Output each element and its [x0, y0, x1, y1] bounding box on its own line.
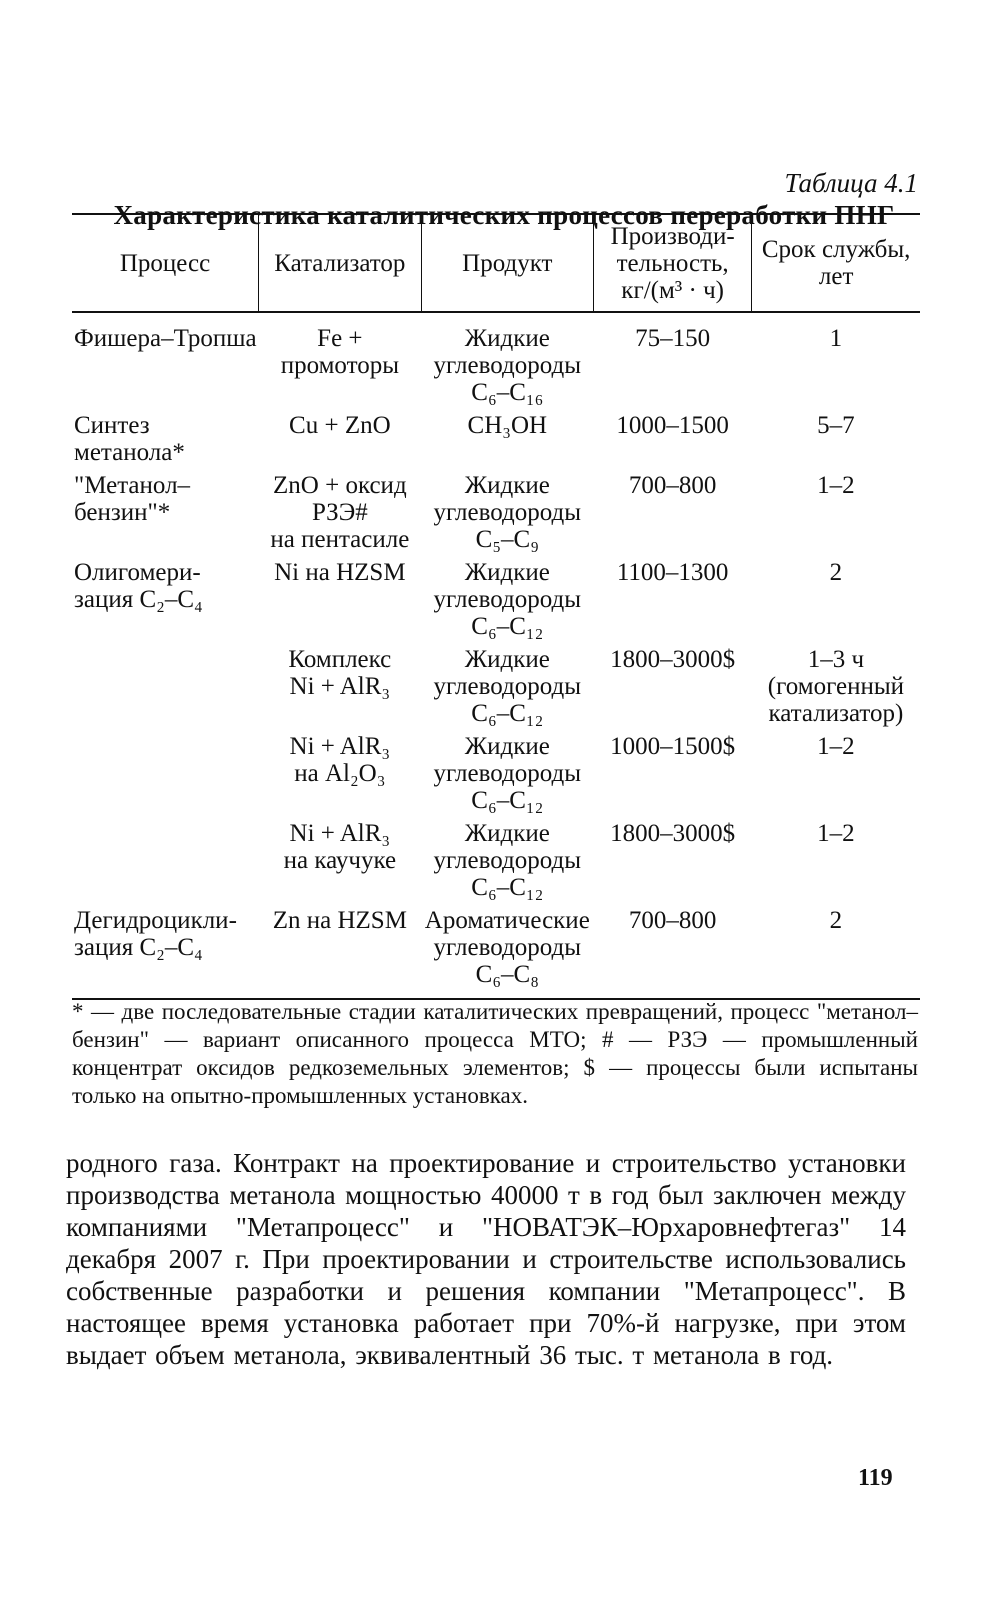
cell-process — [72, 559, 259, 646]
cell-line: 1–2 — [817, 733, 855, 760]
table-title: Характеристика каталитических процессов переработки ПНГ — [113, 200, 895, 230]
cell-line: метанола* — [74, 439, 185, 466]
cell-product — [421, 907, 593, 999]
cell-line: 1–3 ч — [807, 646, 865, 673]
cell-line: C₆–C₁₂ — [471, 787, 544, 814]
cell-catalyst — [259, 733, 421, 820]
cell-line: C₅–C₉ — [475, 526, 539, 553]
page-number: 119 — [858, 1465, 893, 1491]
cell-line: Ni на HZSM — [274, 559, 406, 586]
cell-catalyst — [259, 646, 421, 733]
cell-line: Ароматические — [424, 907, 590, 934]
cell-line: C₆–C₁₂ — [471, 613, 544, 640]
cell-line: Ni + AlR₃ — [289, 733, 391, 760]
cell-process — [72, 472, 259, 559]
header-line: Продукт — [462, 249, 553, 277]
cell-process — [72, 646, 259, 733]
cell-line: на Al₂O₃ — [294, 760, 386, 787]
cell-line: "Метанол– — [74, 472, 191, 499]
cell-line: углеводороды — [433, 934, 582, 961]
cell-product — [421, 312, 593, 412]
cell-line: Жидкие — [464, 733, 550, 760]
cell-line: зация C₂–C₄ — [74, 934, 203, 961]
cell-line: Олигомери- — [74, 559, 201, 586]
cell-productivity — [594, 472, 752, 559]
header-line: Процесс — [119, 249, 211, 277]
cell-line: бензин"* — [74, 499, 171, 526]
cell-line: C₆–C₁₆ — [471, 379, 544, 406]
cell-line: 700–800 — [628, 472, 717, 499]
cell-line: Fe + — [317, 325, 363, 352]
cell-line: 700–800 — [628, 907, 717, 934]
table-row — [72, 472, 920, 559]
header-process — [72, 214, 259, 312]
cell-line: 1 — [829, 325, 843, 352]
header-line: Катализатор — [274, 249, 406, 277]
cell-line: 1800–3000$ — [610, 820, 736, 847]
header-line: Срок службы, — [761, 236, 911, 263]
cell-product — [421, 412, 593, 472]
cell-line: промоторы — [280, 352, 399, 379]
table-row — [72, 312, 920, 412]
cell-product — [421, 733, 593, 820]
header-line: лет — [818, 263, 854, 290]
header-product — [421, 214, 593, 312]
table-row — [72, 559, 920, 646]
cell-line: Ni + AlR₃ — [289, 673, 391, 700]
cell-productivity — [594, 312, 752, 412]
cell-process — [72, 907, 259, 999]
cell-line: РЗЭ# — [311, 499, 368, 526]
cell-catalyst — [259, 559, 421, 646]
cell-line: Жидкие — [464, 646, 550, 673]
cell-line: 1100–1300 — [616, 559, 729, 586]
cell-service-life — [752, 646, 920, 733]
cell-line: углеводороды — [433, 499, 582, 526]
table-row — [72, 820, 920, 907]
cell-line: зация C₂–C₄ — [74, 586, 203, 613]
cell-line: Жидкие — [464, 559, 550, 586]
table-row — [72, 907, 920, 999]
cell-line: Комплекс — [288, 646, 392, 673]
cell-catalyst — [259, 412, 421, 472]
header-service-life — [752, 214, 920, 312]
cell-line: ZnO + оксид — [273, 472, 407, 499]
cell-service-life — [752, 412, 920, 472]
cell-line: углеводороды — [433, 760, 582, 787]
cell-catalyst — [259, 907, 421, 999]
cell-process — [72, 412, 259, 472]
cell-product — [421, 472, 593, 559]
cell-line: 1–2 — [817, 472, 855, 499]
cell-line: углеводороды — [433, 847, 582, 874]
cell-line: Жидкие — [464, 472, 550, 499]
cell-productivity — [594, 907, 752, 999]
header-catalyst — [259, 214, 421, 312]
cell-line: Ni + AlR₃ — [289, 820, 391, 847]
cell-line: 1000–1500 — [616, 412, 729, 439]
cell-line: 2 — [829, 559, 843, 586]
cell-line: 1800–3000$ — [610, 646, 736, 673]
cell-line: углеводороды — [433, 673, 582, 700]
cell-service-life — [752, 312, 920, 412]
cell-line: 2 — [829, 907, 843, 934]
cell-productivity — [594, 733, 752, 820]
cell-line: CH₃OH — [467, 412, 548, 439]
cell-line: Cu + ZnO — [289, 412, 391, 439]
cell-catalyst — [259, 472, 421, 559]
header-line: тельность, — [616, 249, 729, 277]
cell-line: углеводороды — [433, 586, 582, 613]
cell-line: 5–7 — [817, 412, 855, 439]
cell-service-life — [752, 472, 920, 559]
data-table — [72, 213, 920, 1000]
body-paragraph: родного газа. Контракт на проектирование и строительство установки производства метанола мощностью 40000 т в год был заключен между компаниями "Метапроцесс" и "НОВАТЭК–Юрхаровнефтегаз" 14 декабря 2007 г. При проектировании и строительстве использовались собственные разработки и решения компании "Метапроцесс". В настоящее время установка работает при 70%-й нагрузке, при этом выдает объем метанола, эквивалентный 36 тыс. т метанола в год. — [66, 1148, 906, 1370]
table-row — [72, 733, 920, 820]
table-label: Таблица 4.1 — [784, 168, 918, 198]
cell-line: 1000–1500$ — [610, 733, 736, 760]
cell-line: Синтез — [74, 412, 150, 439]
cell-line: (гомогенный — [767, 673, 905, 700]
cell-line: Фишера–Тропша — [74, 325, 257, 352]
header-line: кг/(м³ · ч) — [621, 276, 725, 304]
cell-productivity — [594, 559, 752, 646]
cell-product — [421, 646, 593, 733]
table-footnote: * — две последовательные стадии каталитических превращений, процесс "метанол–бензин" — вариант описанного процесса МТО; # — РЗЭ — промышленный концентрат оксидов редкоземельных элементов; $ — процессы были испытаны только на опытно-промышленных установках. — [72, 999, 918, 1108]
cell-line: C₆–C₈ — [475, 961, 539, 988]
cell-product — [421, 820, 593, 907]
cell-line: углеводороды — [433, 352, 582, 379]
cell-line: Zn на HZSM — [272, 907, 407, 934]
cell-service-life — [752, 820, 920, 907]
cell-productivity — [594, 412, 752, 472]
cell-service-life — [752, 559, 920, 646]
table-row — [72, 412, 920, 472]
cell-line: Дегидроцикли- — [74, 907, 237, 934]
cell-line: 75–150 — [635, 325, 711, 352]
cell-line: на каучуке — [283, 847, 397, 874]
cell-line: Жидкие — [464, 820, 550, 847]
cell-line: C₆–C₁₂ — [471, 874, 544, 901]
header-line: Производи- — [610, 222, 735, 250]
cell-productivity — [594, 646, 752, 733]
cell-product — [421, 559, 593, 646]
cell-process — [72, 820, 259, 907]
cell-line: Жидкие — [464, 325, 550, 352]
cell-service-life — [752, 907, 920, 999]
cell-catalyst — [259, 312, 421, 412]
header-productivity — [594, 214, 752, 312]
table-header-row — [72, 214, 920, 312]
cell-line: 1–2 — [817, 820, 855, 847]
cell-line: на пентасиле — [270, 526, 410, 553]
cell-process — [72, 733, 259, 820]
cell-productivity — [594, 820, 752, 907]
cell-catalyst — [259, 820, 421, 907]
cell-service-life — [752, 733, 920, 820]
cell-line: катализатор) — [768, 700, 904, 727]
cell-line: C₆–C₁₂ — [471, 700, 544, 727]
table-row — [72, 646, 920, 733]
cell-process — [72, 312, 259, 412]
